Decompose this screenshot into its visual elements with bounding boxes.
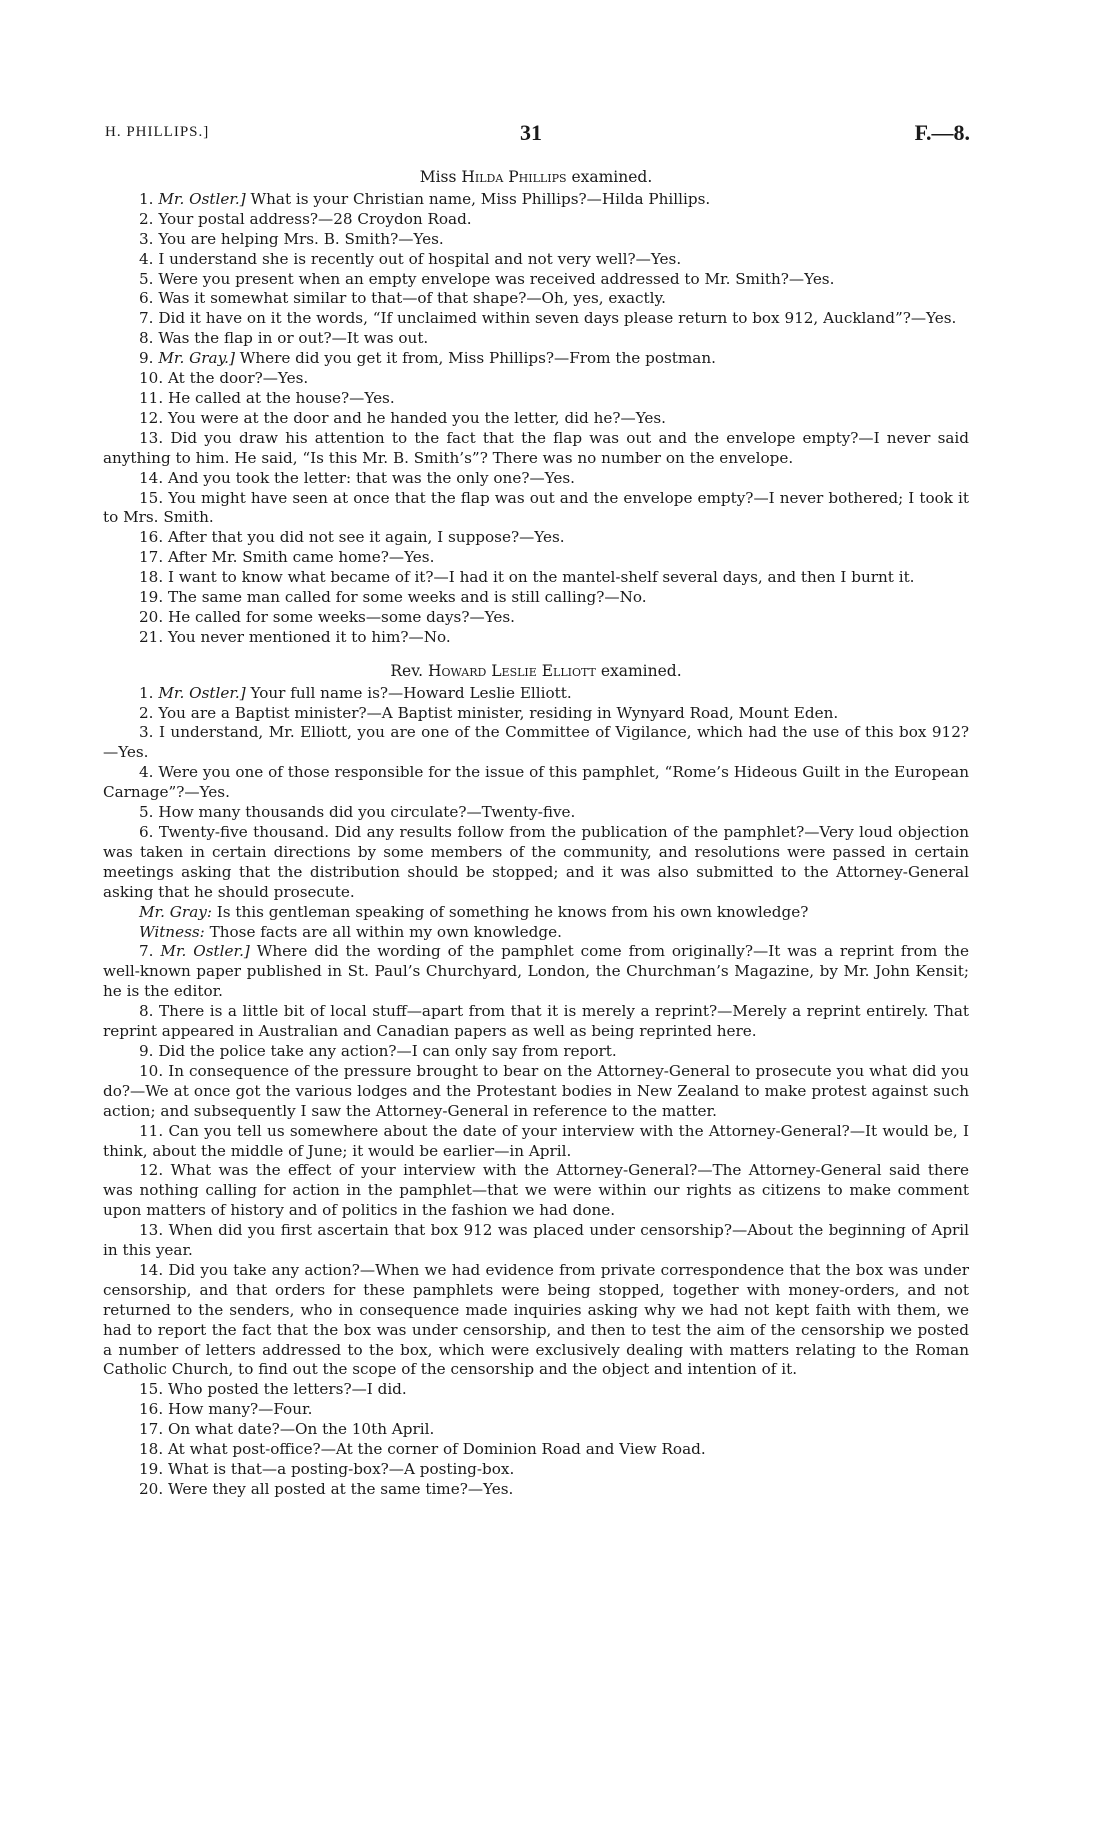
testimony-text: After that you did not see it again, I suppose?—Yes. (167, 528, 565, 547)
testimony-text: I want to know what became of it?—I had it on the mantel-shelf several days, and then I burnt it. (167, 568, 915, 587)
testimony-paragraph (103, 1460, 969, 1480)
testimony-paragraph (103, 1002, 969, 1042)
testimony-paragraph (103, 763, 969, 803)
heading-name: Hilda Phillips (461, 168, 567, 186)
testimony-paragraph (103, 389, 969, 409)
testimony-text: When did you first ascertain that box 912 was placed under censorship?—About the beginning of April in this year. (103, 1221, 970, 1260)
testimony-text: How many thousands did you circulate?—Twenty-five. (158, 803, 576, 822)
testimony-paragraph (103, 329, 969, 349)
testimony-paragraph (103, 803, 969, 823)
question-number: 5. (139, 269, 154, 288)
speaker-label: Mr. Gray.] (158, 349, 235, 368)
question-number: 4. (139, 763, 154, 782)
testimony-paragraph (103, 942, 969, 1002)
testimony-text: Your postal address?—28 Croydon Road. (158, 209, 472, 228)
question-number: 18. (139, 1440, 164, 1459)
testimony-paragraph (103, 349, 969, 369)
heading-suffix: examined. (566, 168, 653, 186)
question-number: 8. (139, 329, 154, 348)
testimony-text: Can you tell us somewhere about the date of your interview with the Attorney-General?—It would be, I think, about the middle of June; it would be earlier—in April. (103, 1121, 969, 1160)
speaker-label: Mr. Ostler.] (158, 683, 246, 702)
page-header (105, 120, 970, 150)
testimony-text: Was the flap in or out?—It was out. (158, 329, 429, 348)
testimony-paragraph (103, 684, 969, 704)
speaker-label: Witness: (139, 922, 205, 941)
question-number: 20. (139, 1479, 164, 1498)
testimony-paragraph (103, 230, 969, 250)
speaker-label: Mr. Gray: (139, 902, 212, 921)
testimony-text: I understand she is recently out of hospital and not very well?—Yes. (158, 249, 682, 268)
speaker-label: Mr. Ostler.] (160, 942, 250, 961)
testimony-paragraph (103, 628, 969, 648)
testimony-text: How many?—Four. (167, 1400, 313, 1419)
section-heading-howard-elliott (103, 662, 969, 682)
testimony-paragraph (103, 270, 969, 290)
question-number: 16. (139, 1400, 164, 1419)
testimony-text: You were at the door and he handed you the letter, did he?—Yes. (167, 408, 667, 427)
testimony-text: What is your Christian name, Miss Phillips?—Hilda Phillips. (245, 189, 711, 208)
page-number: 31 (520, 120, 542, 145)
question-number: 9. (139, 349, 154, 368)
question-number: 13. (139, 1221, 164, 1240)
testimony-text: At what post-office?—At the corner of Dominion Road and View Road. (167, 1440, 706, 1459)
testimony-text: Were you present when an empty envelope was received addressed to Mr. Smith?—Yes. (158, 269, 835, 288)
question-number: 1. (139, 189, 154, 208)
testimony-list-hilda-phillips (103, 190, 969, 648)
testimony-paragraph (103, 190, 969, 210)
question-number: 6. (139, 289, 154, 308)
question-number: 9. (139, 1041, 154, 1060)
testimony-text: Where did the wording of the pamphlet come from originally?—It was a reprint from the well-known paper published in St. Paul’s Churchyard, London, the Churchman’s Magazine, by Mr. John Kensit; he is the editor. (103, 942, 969, 1001)
testimony-paragraph (103, 823, 969, 903)
question-number: 20. (139, 607, 164, 626)
testimony-text: Did you draw his attention to the fact that the flap was out and the envelope empty?—I never said anything to him. He said, “Is this Mr. B. Smith’s”? There was no number on the envelope. (103, 428, 969, 467)
heading-suffix: examined. (595, 661, 682, 680)
testimony-text: Your full name is?—Howard Leslie Elliott. (245, 683, 572, 702)
testimony-text: He called for some weeks—some days?—Yes. (167, 607, 515, 626)
testimony-paragraph (103, 1420, 969, 1440)
speaker-label: Mr. Ostler.] (158, 189, 246, 208)
testimony-text: What is that—a posting-box?—A posting-box. (167, 1460, 515, 1478)
question-number: 3. (139, 723, 154, 742)
testimony-paragraph (103, 210, 969, 230)
question-number: 2. (139, 703, 154, 722)
testimony-text: On what date?—On the 10th April. (167, 1420, 435, 1439)
testimony-text: And you took the letter: that was the only one?—Yes. (167, 468, 575, 487)
question-number: 7. (139, 942, 154, 961)
testimony-paragraph (103, 1261, 969, 1380)
testimony-list-howard-elliott (103, 684, 969, 1500)
question-number: 15. (139, 1380, 164, 1399)
testimony-paragraph (103, 923, 969, 943)
testimony-text: Twenty-five thousand. Did any results follow from the publication of the pamphlet?—Very loud objection was taken in certain directions by some members of the community, and resolutions were passed in certain meetings asking that the distribution should be stopped; and it was also submitted to the Attorney-General asking that he should prosecute. (103, 823, 970, 901)
question-number: 15. (139, 488, 164, 507)
testimony-paragraph (103, 1440, 969, 1460)
question-number: 12. (139, 1161, 164, 1180)
document-reference: F.—8. (914, 120, 970, 145)
question-number: 10. (139, 369, 164, 388)
question-number: 16. (139, 528, 164, 547)
question-number: 3. (139, 229, 154, 248)
heading-prefix: Miss (419, 168, 462, 186)
testimony-text: Were they all posted at the same time?—Yes. (167, 1479, 514, 1498)
testimony-paragraph (103, 1380, 969, 1400)
testimony-paragraph (103, 489, 969, 529)
testimony-text: Did the police take any action?—I can only say from report. (158, 1041, 617, 1060)
testimony-paragraph (103, 409, 969, 429)
testimony-text: What was the effect of your interview with the Attorney-General?—The Attorney-General said there was nothing calling for action in the pamphlet—that we were within our rights as citizens to make comment upon matters of history and of politics in the fashion we had done. (103, 1161, 970, 1220)
heading-prefix: Rev. (390, 661, 428, 680)
question-number: 17. (139, 1420, 164, 1439)
testimony-paragraph (103, 548, 969, 568)
testimony-paragraph (103, 588, 969, 608)
question-number: 17. (139, 548, 164, 567)
testimony-paragraph (103, 528, 969, 548)
testimony-text: You are a Baptist minister?—A Baptist minister, residing in Wynyard Road, Mount Eden. (158, 703, 839, 722)
question-number: 14. (139, 468, 164, 487)
testimony-paragraph (103, 429, 969, 469)
question-number: 10. (139, 1061, 164, 1080)
testimony-paragraph (103, 289, 969, 309)
testimony-paragraph (103, 469, 969, 489)
testimony-paragraph (103, 1122, 969, 1162)
testimony-paragraph (103, 250, 969, 270)
header-witness-name: H. PHILLIPS.] (105, 124, 210, 140)
testimony-text: You never mentioned it to him?—No. (167, 627, 451, 646)
question-number: 4. (139, 249, 154, 268)
testimony-text: Those facts are all within my own knowledge. (204, 922, 562, 941)
question-number: 8. (139, 1002, 154, 1021)
question-number: 11. (139, 1121, 164, 1140)
question-number: 13. (139, 428, 164, 447)
question-number: 7. (139, 309, 154, 328)
question-number: 2. (139, 209, 154, 228)
question-number: 12. (139, 408, 164, 427)
testimony-text: There is a little bit of local stuff—apart from that it is merely a reprint?—Merely a reprint entirely. That reprint appeared in Australian and Canadian papers as well as being reprinted here. (103, 1002, 970, 1041)
question-number: 18. (139, 568, 164, 587)
testimony-paragraph (103, 369, 969, 389)
heading-name: Howard Leslie Elliott (427, 661, 596, 680)
testimony-paragraph (103, 309, 969, 329)
testimony-paragraph (103, 568, 969, 588)
testimony-paragraph (103, 1400, 969, 1420)
testimony-paragraph (103, 704, 969, 724)
question-number: 21. (139, 627, 164, 646)
testimony-paragraph (103, 903, 969, 923)
question-number: 6. (139, 823, 154, 841)
section-heading-hilda-phillips (103, 168, 969, 188)
testimony-text: Is this gentleman speaking of something he knows from his own knowledge? (211, 902, 809, 921)
testimony-text: I understand, Mr. Elliott, you are one of the Committee of Vigilance, which had the use of this box 912?—Yes. (103, 723, 970, 762)
testimony-paragraph (103, 723, 969, 763)
testimony-paragraph (103, 1062, 969, 1122)
testimony-text: At the door?—Yes. (167, 369, 309, 388)
question-number: 11. (139, 388, 164, 407)
question-number: 1. (139, 683, 154, 702)
question-number: 19. (139, 588, 164, 607)
question-number: 14. (139, 1260, 164, 1279)
testimony-paragraph (103, 1161, 969, 1221)
testimony-text: After Mr. Smith came home?—Yes. (167, 548, 435, 567)
testimony-paragraph (103, 1042, 969, 1062)
testimony-text: He called at the house?—Yes. (167, 388, 395, 407)
testimony-text: You might have seen at once that the flap was out and the envelope empty?—I never bothered; I took it to Mrs. Smith. (103, 488, 969, 527)
testimony-text: Who posted the letters?—I did. (167, 1380, 407, 1399)
testimony-text: Did it have on it the words, “If unclaimed within seven days please return to box 912, Auckland”?—Yes. (158, 309, 957, 328)
question-number: 5. (139, 803, 154, 822)
testimony-paragraph (103, 608, 969, 628)
testimony-text: Were you one of those responsible for the issue of this pamphlet, “Rome’s Hideous Guilt in the European Carnage”?—Yes. (103, 763, 969, 802)
question-number: 19. (139, 1460, 164, 1478)
testimony-paragraph (103, 1221, 969, 1261)
testimony-text: Where did you get it from, Miss Phillips?—From the postman. (234, 349, 716, 368)
testimony-paragraph (103, 1480, 969, 1500)
testimony-text: The same man called for some weeks and is still calling?—No. (167, 588, 647, 607)
page-body (103, 168, 969, 1500)
testimony-text: In consequence of the pressure brought to bear on the Attorney-General to prosecute you what did you do?—We at once got the various lodges and the Protestant bodies in New Zealand to make protest against such action; and subsequently I saw the Attorney-General in reference to the matter. (103, 1061, 970, 1120)
testimony-text: Did you take any action?—When we had evidence from private correspondence that the box was under censorship, and that orders for these pamphlets were being stopped, together with money-orders, and not returned to the senders, who in consequence made inquiries asking why we had not kept faith with them, we had to report the fact that the box was under censorship, and then to test the aim of the censorship we posted a number of letters addressed to the box, which were exclusively dealing with matters relating to the Roman Catholic Church, to find out the scope of the censorship and the object and intention of it. (103, 1260, 970, 1379)
testimony-text: Was it somewhat similar to that—of that shape?—Oh, yes, exactly. (158, 289, 666, 308)
testimony-text: You are helping Mrs. B. Smith?—Yes. (158, 229, 444, 248)
